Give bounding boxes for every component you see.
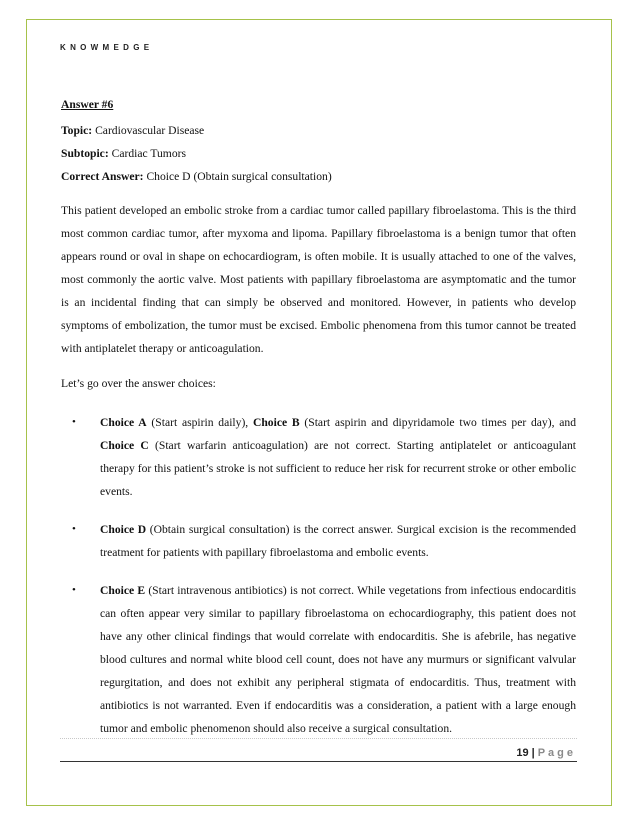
choice-e-text: (Start intravenous antibiotics) is not correct. While vegetations from infectious endocarditis can often appear very similar to papillary fibroelastoma on echocardiography, this patient does not have any other clinical findings that would correlate with endocarditis. She is afebrile, has negative blood cultures and normal white blood cell count, does not have any murmurs or significant valvular regurgitation, and does not exhibit any peripheral stigmata of endocarditis. Thus, treatment with antibiotics is not warranted. Even if endocarditis was a consideration, a patient with a large enough tumor and embolic phenomenon should also receive a surgical consultation. bbox=[100, 584, 576, 735]
explanation-paragraph: This patient developed an embolic stroke from a cardiac tumor called papillary fibroelastoma. This is the third most common cardiac tumor, after myxoma and lipoma. Papillary fibroelastoma is a benign tumor that often appears round or oval in shape on echocardiogram, is often mobile. It is usually attached to one of the valves, most commonly the aortic valve. Most patients with papillary fibroelastoma are asymptomatic and the tumor is an incidental finding that can simply be observed and monitored. However, in patients who develop symptoms of embolization, the tumor must be excised. Embolic phenomena from this tumor cannot be treated with antiplatelet therapy or anticoagulation. bbox=[61, 204, 576, 355]
choice-d-label: Choice D bbox=[100, 523, 147, 536]
correct-answer-value: Choice D (Obtain surgical consultation) bbox=[146, 170, 332, 183]
list-item bbox=[61, 579, 576, 740]
subtopic-label: Subtopic: bbox=[61, 147, 109, 160]
choice-c-label: Choice C bbox=[100, 439, 149, 452]
choice-b-text: (Start aspirin and dipyridamole two times per day), and bbox=[299, 416, 576, 429]
bullet-icon: • bbox=[72, 523, 76, 535]
page-word: Page bbox=[537, 747, 576, 759]
footer-line bbox=[60, 761, 577, 762]
choice-b-label: Choice B bbox=[252, 416, 300, 429]
choice-c-text: (Start warfarin anticoagulation) are not correct. Starting antiplatelet or anticoagulant therapy for this patient’s stroke is not sufficient to reduce her risk for recurrent stroke or other embolic events. bbox=[100, 439, 576, 498]
choice-a-text: (Start aspirin daily), bbox=[146, 416, 253, 429]
topic-value: Cardiovascular Disease bbox=[95, 124, 205, 137]
bullet-icon: • bbox=[72, 584, 76, 596]
page-separator: | bbox=[531, 747, 535, 759]
list-item bbox=[61, 518, 576, 564]
footer-divider bbox=[60, 738, 577, 739]
choice-a-label: Choice A bbox=[100, 416, 147, 429]
choices-list bbox=[61, 411, 576, 740]
page-footer bbox=[516, 747, 576, 759]
bullet-icon: • bbox=[72, 416, 76, 428]
header-brand: KNOWMEDGE bbox=[60, 43, 154, 52]
correct-answer-label: Correct Answer: bbox=[61, 170, 144, 183]
subtopic-line bbox=[61, 142, 576, 165]
list-item bbox=[61, 411, 576, 503]
answer-title: Answer #6 bbox=[61, 98, 114, 111]
topic-label: Topic: bbox=[61, 124, 93, 137]
choice-d-text: (Obtain surgical consultation) is the correct answer. Surgical excision is the recommended treatment for patients with papillary fibroelastoma and embolic events. bbox=[100, 523, 576, 559]
correct-answer-line bbox=[61, 165, 576, 188]
choice-e-label: Choice E bbox=[100, 584, 146, 597]
document-body bbox=[61, 93, 576, 755]
subtopic-value: Cardiac Tumors bbox=[111, 147, 186, 160]
page-number: 19 bbox=[516, 747, 529, 759]
choices-intro: Let’s go over the answer choices: bbox=[61, 377, 216, 390]
topic-line bbox=[61, 119, 576, 142]
